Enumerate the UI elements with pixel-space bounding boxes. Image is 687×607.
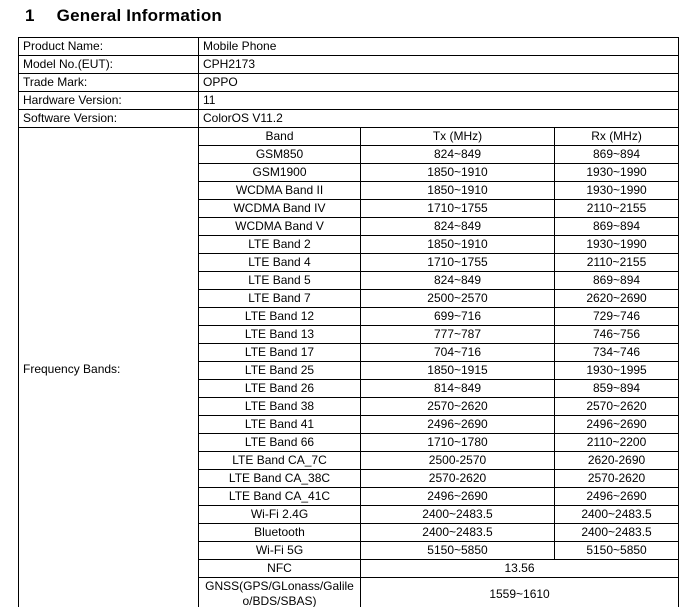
band-rx-cell: 2620~2690	[555, 290, 679, 308]
band-tx-cell: 2500-2570	[361, 452, 555, 470]
band-name-cell: LTE Band 66	[199, 434, 361, 452]
info-row-product-name	[19, 38, 679, 56]
band-tx-cell: 1710~1755	[361, 254, 555, 272]
info-row-model-no	[19, 56, 679, 74]
band-rx-cell: 2110~2200	[555, 434, 679, 452]
band-tx-cell: 824~849	[361, 218, 555, 236]
band-rx-cell: 2400~2483.5	[555, 524, 679, 542]
info-value: 11	[199, 92, 679, 110]
band-name-cell: GSM1900	[199, 164, 361, 182]
band-tx-cell: 777~787	[361, 326, 555, 344]
band-rx-cell: 1930~1990	[555, 236, 679, 254]
section-heading	[0, 0, 687, 26]
band-rx-cell: 869~894	[555, 218, 679, 236]
band-name-cell: LTE Band 41	[199, 416, 361, 434]
band-tx-cell: 704~716	[361, 344, 555, 362]
band-rx-cell: 1930~1995	[555, 362, 679, 380]
section-title: General Information	[56, 6, 222, 25]
info-value: CPH2173	[199, 56, 679, 74]
band-tx-cell: 5150~5850	[361, 542, 555, 560]
frequency-bands-label: Frequency Bands:	[19, 128, 199, 607]
band-name-cell: Bluetooth	[199, 524, 361, 542]
band-rx-cell: 734~746	[555, 344, 679, 362]
band-rx-cell: 859~894	[555, 380, 679, 398]
info-label: Model No.(EUT):	[19, 56, 199, 74]
column-header-band: Band	[199, 128, 361, 146]
band-name-cell: LTE Band CA_7C	[199, 452, 361, 470]
band-tx-cell: 1850~1915	[361, 362, 555, 380]
band-tx-cell: 2496~2690	[361, 416, 555, 434]
band-rx-cell: 746~756	[555, 326, 679, 344]
info-label: Software Version:	[19, 110, 199, 128]
band-tx-cell: 1850~1910	[361, 182, 555, 200]
band-tx-cell: 2500~2570	[361, 290, 555, 308]
band-name-cell: LTE Band 4	[199, 254, 361, 272]
band-name-cell: LTE Band 12	[199, 308, 361, 326]
section-number: 1	[25, 6, 35, 25]
band-rx-cell: 2496~2690	[555, 488, 679, 506]
column-header-rx: Rx (MHz)	[555, 128, 679, 146]
band-tx-cell: 699~716	[361, 308, 555, 326]
band-tx-cell: 824~849	[361, 272, 555, 290]
band-name-cell: LTE Band 17	[199, 344, 361, 362]
band-name-cell: LTE Band CA_41C	[199, 488, 361, 506]
band-tx-cell: 814~849	[361, 380, 555, 398]
band-rx-cell: 869~894	[555, 272, 679, 290]
band-name-cell: LTE Band 5	[199, 272, 361, 290]
band-rx-cell: 2110~2155	[555, 200, 679, 218]
band-name-cell: GNSS(GPS/GLonass/Galileo/BDS/SBAS)	[199, 578, 361, 607]
band-name-cell: NFC	[199, 560, 361, 578]
band-tx-cell: 2570~2620	[361, 398, 555, 416]
band-name-cell: LTE Band 26	[199, 380, 361, 398]
band-tx-cell: 2400~2483.5	[361, 506, 555, 524]
band-name-cell: LTE Band 38	[199, 398, 361, 416]
band-tx-cell: 1710~1755	[361, 200, 555, 218]
info-label: Trade Mark:	[19, 74, 199, 92]
band-rx-cell: 2496~2690	[555, 416, 679, 434]
band-name-cell: WCDMA Band V	[199, 218, 361, 236]
column-header-tx: Tx (MHz)	[361, 128, 555, 146]
band-rx-cell: 2570~2620	[555, 398, 679, 416]
band-name-cell: LTE Band 13	[199, 326, 361, 344]
info-row-trade-mark	[19, 74, 679, 92]
general-information-table	[18, 37, 679, 607]
info-label: Product Name:	[19, 38, 199, 56]
band-tx-cell: 1710~1780	[361, 434, 555, 452]
band-name-cell: LTE Band 7	[199, 290, 361, 308]
info-value: OPPO	[199, 74, 679, 92]
band-rx-cell: 2620-2690	[555, 452, 679, 470]
band-name-cell: Wi-Fi 5G	[199, 542, 361, 560]
band-rx-cell: 729~746	[555, 308, 679, 326]
band-name-cell: GSM850	[199, 146, 361, 164]
band-tx-cell: 824~849	[361, 146, 555, 164]
band-rx-cell: 2110~2155	[555, 254, 679, 272]
frequency-header-row	[19, 128, 679, 146]
band-rx-cell: 5150~5850	[555, 542, 679, 560]
band-name-cell: WCDMA Band II	[199, 182, 361, 200]
band-name-cell: LTE Band CA_38C	[199, 470, 361, 488]
band-tx-cell: 2496~2690	[361, 488, 555, 506]
info-row-hardware-version	[19, 92, 679, 110]
band-rx-cell: 869~894	[555, 146, 679, 164]
info-value: Mobile Phone	[199, 38, 679, 56]
band-rx-cell: 1930~1990	[555, 182, 679, 200]
band-tx-cell: 2400~2483.5	[361, 524, 555, 542]
info-label: Hardware Version:	[19, 92, 199, 110]
band-rx-cell: 1930~1990	[555, 164, 679, 182]
band-name-cell: LTE Band 2	[199, 236, 361, 254]
band-name-cell: WCDMA Band IV	[199, 200, 361, 218]
band-value-cell: 13.56	[361, 560, 679, 578]
band-rx-cell: 2400~2483.5	[555, 506, 679, 524]
info-value: ColorOS V11.2	[199, 110, 679, 128]
band-name-cell: LTE Band 25	[199, 362, 361, 380]
band-tx-cell: 2570-2620	[361, 470, 555, 488]
band-tx-cell: 1850~1910	[361, 164, 555, 182]
band-name-cell: Wi-Fi 2.4G	[199, 506, 361, 524]
band-rx-cell: 2570-2620	[555, 470, 679, 488]
table-body	[19, 38, 679, 607]
band-tx-cell: 1850~1910	[361, 236, 555, 254]
info-row-software-version	[19, 110, 679, 128]
band-value-cell: 1559~1610	[361, 578, 679, 607]
